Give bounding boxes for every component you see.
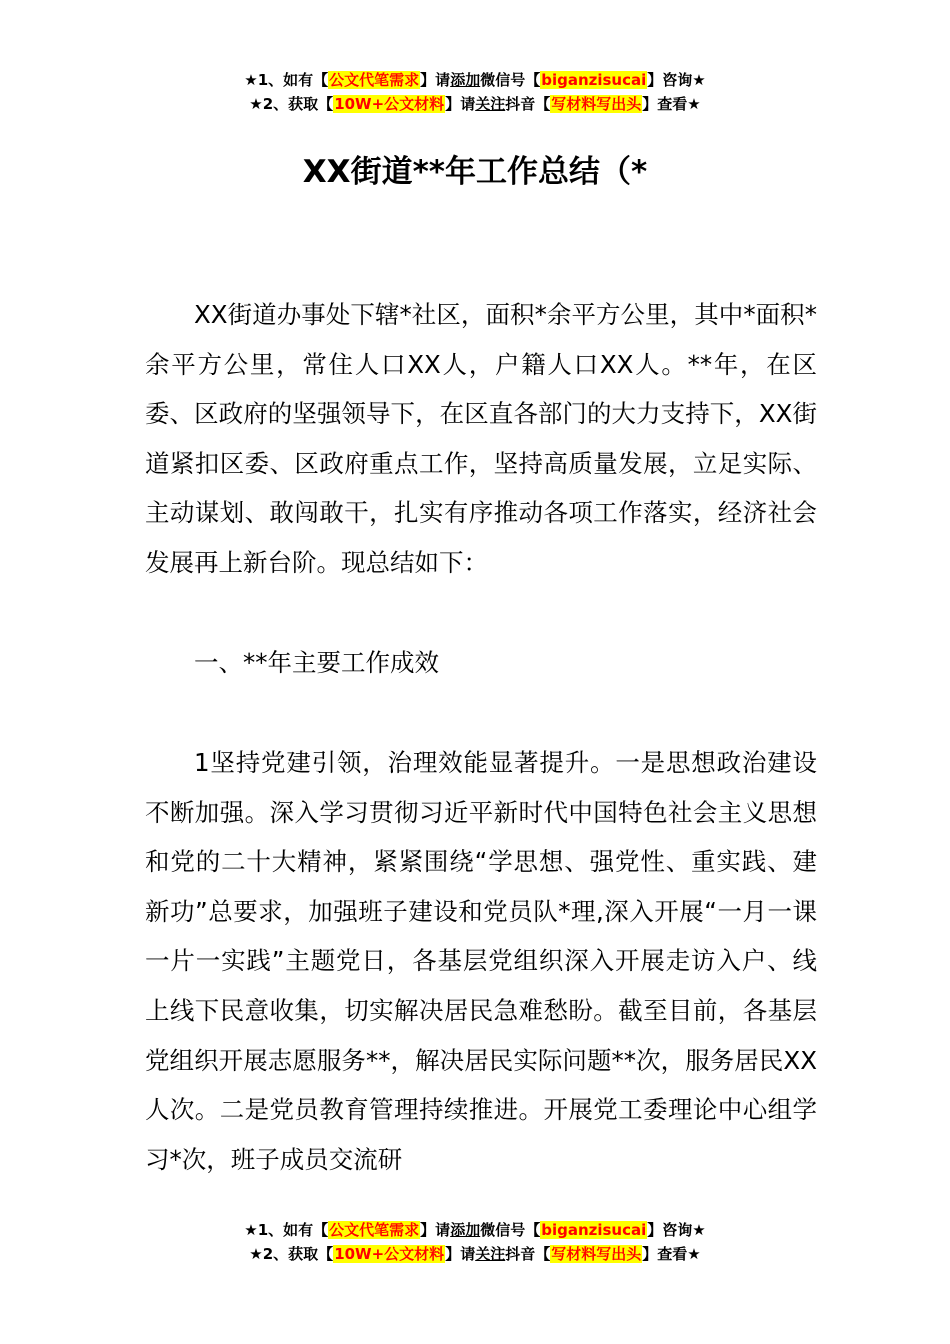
document-title: XX街道**年工作总结（* [302,154,648,190]
promo-text: 】查看★ [642,95,701,113]
promo-underlined: 关注 [475,95,506,113]
promo-text: 】咨询★ [647,71,706,89]
promo-text: 微信号【 [480,71,541,89]
promo-underlined: 关注 [475,1245,506,1263]
section-heading: 一、**年主要工作成效 [194,648,439,677]
promo-highlight: 10W+公文材料 [334,1245,445,1263]
promo-text: 抖音【 [505,1245,551,1263]
promo-text: 】咨询★ [647,1221,706,1239]
promo-text: ★2、获取【 [249,1245,334,1263]
promo-text: ★2、获取【 [249,95,334,113]
promo-wechat-id: biganzisucai [541,1221,647,1239]
promo-wechat-id: biganzisucai [541,71,647,89]
promo-banner-top [0,68,950,116]
promo-highlight: 10W+公文材料 [334,95,445,113]
promo-line-2 [0,1242,950,1266]
promo-text: 】查看★ [642,1245,701,1263]
section-paragraph: 1坚持党建引领，治理效能显著提升。一是思想政治建设不断加强。深入学习贯彻习近平新时代中国特色社会主义思想和党的二十大精神，紧紧围绕“学思想、强党性、重实践、建新功”总要求，加强班子建设和党员队*理,深入开展“一月一课一片一实践”主题党日，各基层党组织深入开展走访入户、线上线下民意收集，切实解决居民急难愁盼。截至目前，各基层党组织开展志愿服务**，解决居民实际问题**次，服务居民XX人次。二是党员教育管理持续推进。开展党工委理论中心组学习*次，班子成员交流研 [145,748,817,1174]
promo-text: 】请 [445,95,476,113]
promo-underlined: 添加 [450,1221,481,1239]
promo-text: 微信号【 [480,1221,541,1239]
promo-highlight: 公文代笔需求 [329,1221,420,1239]
promo-banner-bottom [0,1218,950,1266]
promo-text: 】请 [420,71,451,89]
promo-douyin-id: 写材料写出头 [551,1245,642,1263]
promo-line-2 [0,92,950,116]
promo-line-1 [0,1218,950,1242]
promo-douyin-id: 写材料写出头 [551,95,642,113]
promo-underlined: 添加 [450,71,481,89]
promo-text: 】请 [420,1221,451,1239]
promo-highlight: 公文代笔需求 [329,71,420,89]
promo-text: 抖音【 [505,95,551,113]
promo-text: ★1、如有【 [244,71,329,89]
promo-text: 】请 [445,1245,476,1263]
promo-text: ★1、如有【 [244,1221,329,1239]
promo-line-1 [0,68,950,92]
intro-paragraph: XX街道办事处下辖*社区，面积*余平方公里，其中*面积*余平方公里，常住人口XX人，户籍人口XX人。**年，在区委、区政府的坚强领导下，在区直各部门的大力支持下，XX街道紧扣区委、区政府重点工作，坚持高质量发展，立足实际、主动谋划、敢闯敢干，扎实有序推动各项工作落实，经济社会发展再上新台阶。现总结如下： [145,300,817,577]
